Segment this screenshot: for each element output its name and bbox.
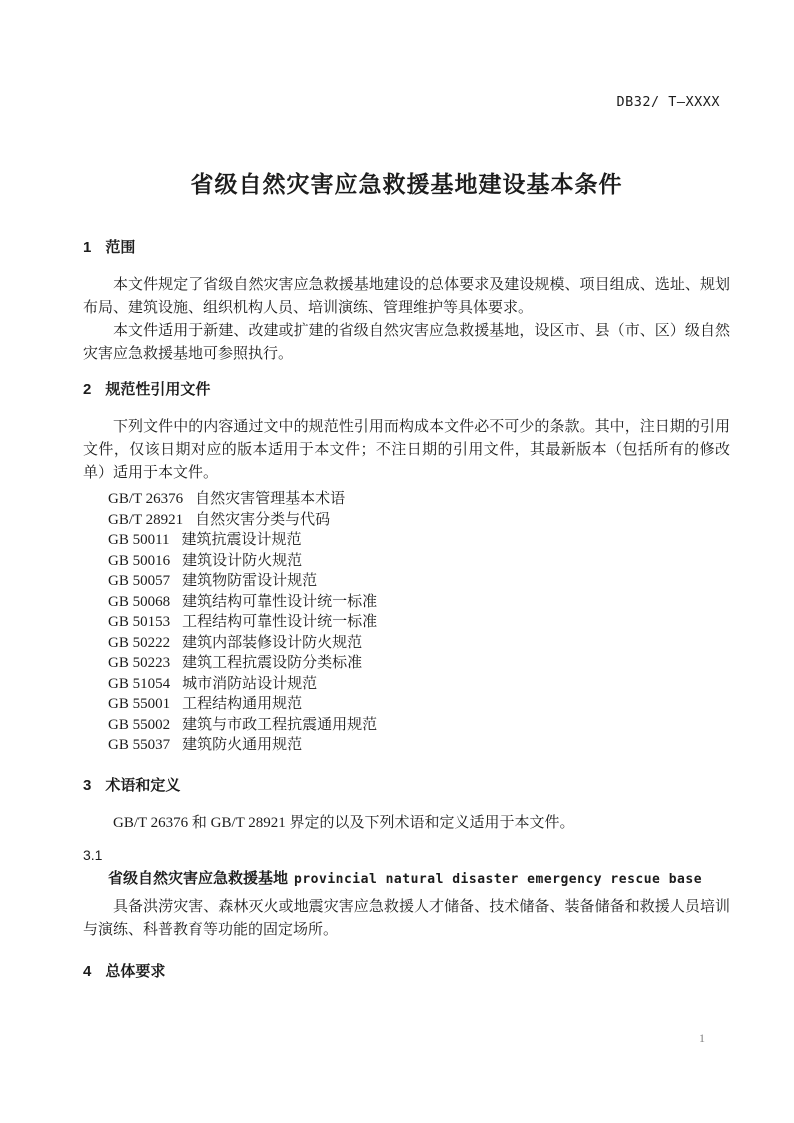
standard-code: GB 50016	[108, 552, 171, 569]
standard-title: 自然灾害管理基本术语	[195, 491, 346, 507]
section-4-heading	[83, 964, 730, 980]
standard-title: 建筑与市政工程抗震通用规范	[182, 716, 378, 733]
standard-code: GB 50222	[108, 634, 171, 651]
reference-item	[83, 592, 730, 613]
reference-item	[83, 530, 730, 551]
section-normative-references	[83, 382, 730, 756]
standard-title: 建筑内部装修设计防火规范	[182, 634, 363, 651]
reference-item	[83, 633, 730, 654]
standard-code: GB/T 28921	[108, 511, 184, 528]
document-code: DB32/ T—XXXX	[616, 94, 720, 110]
standard-title: 建筑设计防火规范	[182, 552, 303, 569]
standard-code: GB 51054	[108, 675, 171, 692]
reference-item	[83, 489, 730, 510]
reference-item	[83, 571, 730, 592]
term-entry	[83, 870, 730, 889]
standard-code: GB 50223	[108, 655, 171, 671]
section-2-number: 2	[83, 381, 92, 398]
standard-code: GB 55002	[108, 716, 171, 733]
section-terms-definitions	[83, 778, 730, 942]
section-1-number: 1	[83, 239, 92, 256]
standard-title: 工程结构可靠性设计统一标准	[182, 614, 378, 630]
normative-references-list	[83, 489, 730, 756]
standard-code: GB 55001	[108, 696, 171, 712]
normative-references-intro: 下列文件中的内容通过文中的规范性引用而构成本文件必不可少的条款。其中，注日期的引用文件，仅该日期对应的版本适用于本文件；不注日期的引用文件，其最新版本（包括所有的修改单）适用于本文件。	[83, 419, 730, 481]
reference-item	[83, 694, 730, 715]
reference-item	[83, 674, 730, 695]
section-1-title: 范围	[105, 239, 136, 256]
reference-item	[83, 653, 730, 674]
reference-item	[83, 735, 730, 756]
standard-code: GB/T 26376	[108, 491, 184, 507]
section-3-heading	[83, 778, 730, 794]
section-scope	[83, 240, 730, 366]
standard-code: GB 55037	[108, 737, 171, 753]
standard-code: GB 50057	[108, 573, 171, 589]
standard-title: 建筑防火通用规范	[182, 737, 303, 753]
term-definition: 具备洪涝灾害、森林灭火或地震灾害应急救援人才储备、技术储备、装备储备和救援人员培训与演练、科普教育等功能的固定场所。	[83, 898, 730, 938]
reference-item	[83, 551, 730, 572]
section-2-title: 规范性引用文件	[105, 381, 211, 398]
standard-code: GB 50068	[108, 593, 171, 610]
standard-title: 城市消防站设计规范	[182, 675, 318, 692]
reference-item	[83, 715, 730, 736]
standard-code: GB 50153	[108, 614, 171, 630]
section-4-number: 4	[83, 962, 92, 980]
page-number: 1	[699, 1031, 705, 1045]
reference-item	[83, 510, 730, 531]
standard-title: 建筑物防雷设计规范	[182, 573, 318, 589]
scope-paragraph-2: 本文件适用于新建、改建或扩建的省级自然灾害应急救援基地，设区市、县（市、区）级自然灾害应急救援基地可参照执行。	[83, 323, 730, 362]
section-3-title: 术语和定义	[105, 776, 181, 794]
section-general-requirements	[83, 964, 730, 980]
section-3-number: 3	[83, 776, 92, 794]
standard-code: GB 50011	[108, 532, 170, 548]
terms-intro: GB/T 26376 和 GB/T 28921 界定的以及下列术语和定义适用于本文件。	[113, 814, 575, 831]
term-chinese: 省级自然灾害应急救援基地	[108, 869, 289, 887]
term-clause-number: 3.1	[83, 846, 103, 863]
standard-title: 自然灾害分类与代码	[195, 511, 331, 528]
section-2-heading	[83, 382, 730, 398]
section-4-title: 总体要求	[105, 962, 166, 980]
standard-title: 建筑结构可靠性设计统一标准	[182, 593, 378, 610]
standard-title: 工程结构通用规范	[182, 696, 303, 712]
scope-paragraph-1: 本文件规定了省级自然灾害应急救援基地建设的总体要求及建设规模、项目组成、选址、规划布局、建筑设施、组织机构人员、培训演练、管理维护等具体要求。	[83, 277, 730, 316]
term-english: provincial natural disaster emergency rescue base	[294, 871, 703, 887]
standard-title: 建筑工程抗震设防分类标准	[182, 655, 363, 671]
document-title: 省级自然灾害应急救援基地建设基本条件	[190, 171, 623, 197]
reference-item	[83, 612, 730, 633]
standard-title: 建筑抗震设计规范	[181, 532, 302, 548]
section-1-heading	[83, 240, 730, 256]
